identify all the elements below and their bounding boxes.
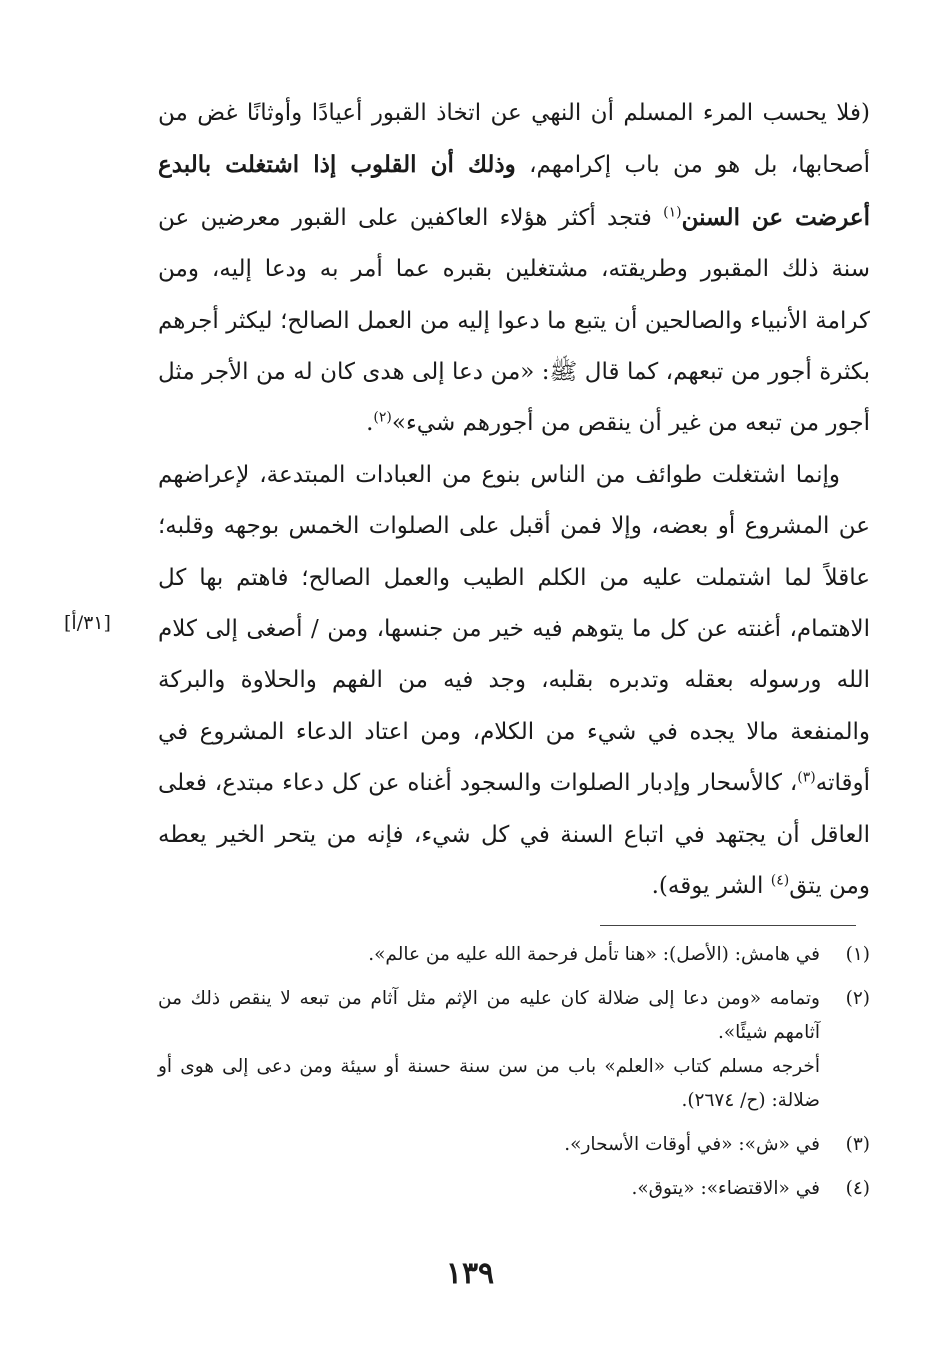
- footnote-ref-1[interactable]: (١): [663, 204, 682, 221]
- paragraph-1-text-b: فتجد أكثر هؤلاء العاكفين على القبور معرضين عن سنة ذلك المقبور وطريقته، مشتغلين بقبره عما أمر به ودعا إليه، ومن كرامة الأنبياء والصالحين أن يتبع ما دعوا إليه من العمل الصالح؛ ليكثر أجرهم بكثرة أجور من تبعهم، كما قال ﷺ: «من دعا إلى هدى كان له من الأجر مثل أجور من تبعه من غير أن ينقص من أجورهم شيء»: [158, 204, 870, 437]
- footnote-ref-2[interactable]: (٢): [373, 409, 392, 426]
- paragraph-2: [158, 450, 870, 913]
- footnote-4: [158, 1172, 870, 1206]
- footnote-3: [158, 1128, 870, 1162]
- paragraph-1-text-a: (فلا يحسب المرء المسلم أن النهي عن اتخاذ القبور أعيادًا وأوثانًا غض من أصحابها، بل هو من باب إكرامهم،: [158, 100, 870, 179]
- footnote-ref-4[interactable]: (٤): [770, 872, 790, 889]
- footnote-1: [158, 938, 870, 972]
- footnote-divider: [600, 925, 856, 926]
- footnote-2: [158, 982, 870, 1118]
- footnote-number: (٢): [845, 988, 870, 1009]
- footnote-number: (١): [845, 944, 870, 965]
- paragraph-1-end: .: [366, 410, 374, 437]
- paragraph-2-text-a: وإنما اشتغلت طوائف من الناس بنوع من العبادات المبتدعة، لإعراضهم عن المشروع أو بعضه، وإلا فمن أقبل على الصلوات الخمس بوجهه وقلبه؛ عاقلاً لما اشتملت عليه من الكلم الطيب والعمل الصالح؛ فاهتم بها كل الاهتمام، أغنته عن كل ما يتوهم فيه خير من جنسها، ومن / أصغى إلى كلام الله ورسوله بعقله وتدبره بقلبه، وجد فيه من الفهم والحلاوة والبركة والمنفعة مالا يجده في شيء من الكلام، ومن اعتاد الدعاء المشروع في أوقاته: [158, 461, 870, 797]
- footnotes: [158, 938, 870, 1216]
- footnote-number: (٤): [845, 1178, 870, 1199]
- footnote-text: في «ش»: «في أوقات الأسحار».: [564, 1134, 820, 1155]
- paragraph-1: [158, 88, 870, 450]
- footnote-source: أخرجه مسلم كتاب «العلم» باب من سن سنة حسنة أو سيئة ومن دعى إلى هوى أو ضلالة: (ح/ ٢٦٧٤).: [158, 1056, 820, 1111]
- footnote-number: (٣): [845, 1134, 870, 1155]
- manuscript-folio-note: [٣١/أ]: [64, 612, 111, 634]
- footnote-ref-3[interactable]: (٣): [797, 769, 816, 786]
- main-text: [158, 88, 870, 913]
- footnote-text: في هامش: (الأصل): «هنا تأمل فرحمة الله عليه من عالم».: [368, 944, 820, 965]
- paragraph-1-bold-text: وذلك أن القلوب إذا اشتغلت بالبدع أعرضت عن السنن: [158, 151, 871, 231]
- paragraph-2-text-c: الشر يوقه).: [651, 873, 771, 900]
- page-number: ١٣٩: [445, 1256, 495, 1291]
- footnote-text: في «الاقتضاء»: «يتوق».: [631, 1178, 820, 1199]
- footnote-text: وتمامه «ومن دعا إلى ضلالة كان عليه من الإثم مثل آثام من تبعه لا ينقص ذلك من آثامهم شيئًا».: [158, 988, 820, 1043]
- paragraph-2-text-b: ، كالأسحار وإدبار الصلوات والسجود أغناه عن كل دعاء مبتدع، فعلى العاقل أن يجتهد في اتباع السنة في كل شيء، فإنه من يتحر الخير يعطه ومن يتق: [158, 770, 870, 900]
